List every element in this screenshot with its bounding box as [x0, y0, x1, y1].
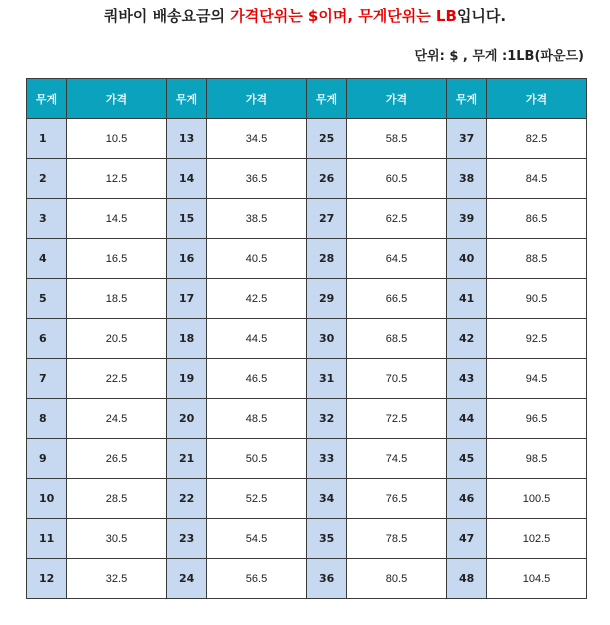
- price-cell: 28.5: [67, 479, 167, 519]
- page-title: [0, 6, 610, 26]
- weight-cell: 30: [307, 319, 347, 359]
- price-cell: 18.5: [67, 279, 167, 319]
- price-cell: 76.5: [347, 479, 447, 519]
- price-cell: 58.5: [347, 119, 447, 159]
- price-cell: 50.5: [207, 439, 307, 479]
- price-cell: 44.5: [207, 319, 307, 359]
- table-body: [27, 119, 587, 599]
- price-cell: 90.5: [487, 279, 587, 319]
- weight-cell: 23: [167, 519, 207, 559]
- price-cell: 20.5: [67, 319, 167, 359]
- price-cell: 32.5: [67, 559, 167, 599]
- weight-cell: 27: [307, 199, 347, 239]
- price-column-header: 가격: [67, 79, 167, 119]
- price-cell: 26.5: [67, 439, 167, 479]
- weight-cell: 37: [447, 119, 487, 159]
- weight-cell: 22: [167, 479, 207, 519]
- price-cell: 70.5: [347, 359, 447, 399]
- weight-cell: 9: [27, 439, 67, 479]
- price-cell: 84.5: [487, 159, 587, 199]
- price-cell: 34.5: [207, 119, 307, 159]
- weight-cell: 34: [307, 479, 347, 519]
- price-cell: 10.5: [67, 119, 167, 159]
- price-cell: 54.5: [207, 519, 307, 559]
- price-cell: 30.5: [67, 519, 167, 559]
- weight-cell: 38: [447, 159, 487, 199]
- weight-cell: 35: [307, 519, 347, 559]
- weight-cell: 26: [307, 159, 347, 199]
- price-cell: 46.5: [207, 359, 307, 399]
- weight-cell: 10: [27, 479, 67, 519]
- price-cell: 96.5: [487, 399, 587, 439]
- price-cell: 12.5: [67, 159, 167, 199]
- title-highlight: 가격단위는 $이며, 무게단위는 LB: [230, 7, 457, 25]
- weight-cell: 29: [307, 279, 347, 319]
- price-cell: 74.5: [347, 439, 447, 479]
- price-cell: 62.5: [347, 199, 447, 239]
- weight-cell: 42: [447, 319, 487, 359]
- table-row: [27, 279, 587, 319]
- price-cell: 88.5: [487, 239, 587, 279]
- price-cell: 98.5: [487, 439, 587, 479]
- weight-cell: 17: [167, 279, 207, 319]
- weight-cell: 19: [167, 359, 207, 399]
- table-row: [27, 239, 587, 279]
- price-cell: 42.5: [207, 279, 307, 319]
- weight-cell: 12: [27, 559, 67, 599]
- weight-cell: 25: [307, 119, 347, 159]
- table-row: [27, 119, 587, 159]
- price-cell: 92.5: [487, 319, 587, 359]
- weight-cell: 46: [447, 479, 487, 519]
- weight-cell: 33: [307, 439, 347, 479]
- weight-column-header: 무게: [307, 79, 347, 119]
- table-header-row: [27, 79, 587, 119]
- price-cell: 14.5: [67, 199, 167, 239]
- price-column-header: 가격: [207, 79, 307, 119]
- weight-cell: 24: [167, 559, 207, 599]
- price-cell: 102.5: [487, 519, 587, 559]
- weight-cell: 16: [167, 239, 207, 279]
- price-cell: 80.5: [347, 559, 447, 599]
- table-row: [27, 359, 587, 399]
- title-intro: 쿼바이 배송요금의: [103, 7, 231, 25]
- weight-cell: 48: [447, 559, 487, 599]
- title-outro: 입니다.: [456, 7, 507, 25]
- price-cell: 24.5: [67, 399, 167, 439]
- weight-cell: 20: [167, 399, 207, 439]
- price-cell: 72.5: [347, 399, 447, 439]
- price-cell: 66.5: [347, 279, 447, 319]
- weight-cell: 43: [447, 359, 487, 399]
- table-row: [27, 439, 587, 479]
- shipping-rate-table: [26, 78, 587, 599]
- price-cell: 78.5: [347, 519, 447, 559]
- weight-column-header: 무게: [27, 79, 67, 119]
- unit-note: 단위: $ , 무게 :1LB(파운드): [414, 49, 584, 64]
- weight-cell: 36: [307, 559, 347, 599]
- weight-cell: 6: [27, 319, 67, 359]
- price-cell: 60.5: [347, 159, 447, 199]
- price-cell: 68.5: [347, 319, 447, 359]
- price-cell: 104.5: [487, 559, 587, 599]
- price-cell: 36.5: [207, 159, 307, 199]
- weight-cell: 18: [167, 319, 207, 359]
- price-cell: 82.5: [487, 119, 587, 159]
- table-row: [27, 479, 587, 519]
- price-cell: 94.5: [487, 359, 587, 399]
- price-cell: 100.5: [487, 479, 587, 519]
- weight-cell: 47: [447, 519, 487, 559]
- weight-cell: 1: [27, 119, 67, 159]
- weight-cell: 15: [167, 199, 207, 239]
- weight-cell: 13: [167, 119, 207, 159]
- price-cell: 16.5: [67, 239, 167, 279]
- table-row: [27, 519, 587, 559]
- price-column-header: 가격: [487, 79, 587, 119]
- weight-cell: 8: [27, 399, 67, 439]
- weight-cell: 44: [447, 399, 487, 439]
- weight-cell: 32: [307, 399, 347, 439]
- table-row: [27, 559, 587, 599]
- weight-cell: 41: [447, 279, 487, 319]
- table-row: [27, 159, 587, 199]
- price-cell: 64.5: [347, 239, 447, 279]
- weight-cell: 7: [27, 359, 67, 399]
- price-cell: 22.5: [67, 359, 167, 399]
- weight-cell: 5: [27, 279, 67, 319]
- weight-column-header: 무게: [447, 79, 487, 119]
- weight-cell: 2: [27, 159, 67, 199]
- price-cell: 52.5: [207, 479, 307, 519]
- price-cell: 56.5: [207, 559, 307, 599]
- weight-column-header: 무게: [167, 79, 207, 119]
- weight-cell: 28: [307, 239, 347, 279]
- weight-cell: 4: [27, 239, 67, 279]
- weight-cell: 45: [447, 439, 487, 479]
- price-cell: 48.5: [207, 399, 307, 439]
- weight-cell: 40: [447, 239, 487, 279]
- weight-cell: 14: [167, 159, 207, 199]
- price-cell: 40.5: [207, 239, 307, 279]
- price-cell: 86.5: [487, 199, 587, 239]
- weight-cell: 21: [167, 439, 207, 479]
- table-row: [27, 199, 587, 239]
- table-row: [27, 399, 587, 439]
- weight-cell: 3: [27, 199, 67, 239]
- weight-cell: 39: [447, 199, 487, 239]
- weight-cell: 31: [307, 359, 347, 399]
- price-cell: 38.5: [207, 199, 307, 239]
- weight-cell: 11: [27, 519, 67, 559]
- table-row: [27, 319, 587, 359]
- price-column-header: 가격: [347, 79, 447, 119]
